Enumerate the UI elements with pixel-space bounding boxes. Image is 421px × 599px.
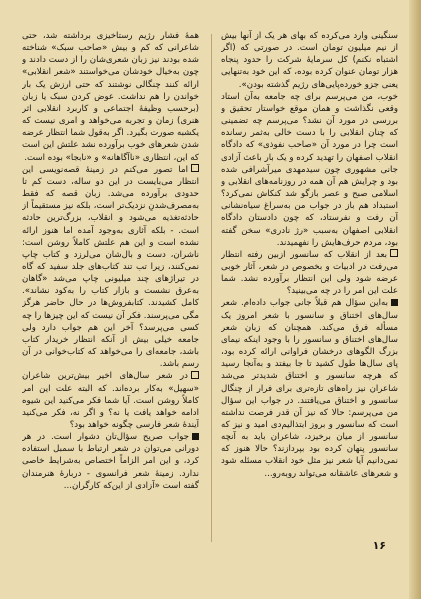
question-marker-icon <box>191 371 199 379</box>
paragraph: همهٔ فشار رژیم رستاخیزی برداشته شد، حتی شاعرانی که کم و بیش «صاحب سبک» شناخته شده بودند نیز زبان شعری‌شان را از دست دادند و چون به‌خیال خودشان می‌خواستند «شعر انقلابی» ارائه کنند چنگالی نوشتند که حتی ارزش یک بار خواندن را هم نداشت. عوض کردن سبک یا زبان (برحسب وظیفهٔ اجتماعی و کاربرد انقلابی اثر هنری) زمان و تجربه می‌خواهد و امری نیست که یکشبه صورت بگیرد. اگر به‌قول شما انتظار عرضه شدن شعرهای خوب برآورده نشد علتش این است که این، انتظاری «ناآگاهانه» و «نابجا» بوده است. <box>22 31 199 163</box>
answer-paragraph <box>221 297 398 479</box>
question-paragraph <box>221 249 398 298</box>
paragraph: خوب، من می‌پرسم برای چه جامعه به‌آن استاد وقعی نگذاشت و همان موقع خواستار تحقیق و بررسی در مورد آن نشد؟ می‌پرسم چه تضمینی که چنان انقلابی را با دست خالی به‌ثمر رسانده است چرا در مورد آن «صاحب نفوذی» که دادگاه انقلاب اصفهان را تهدید کرده و یک بار باعث آزادی جانی مشهوری چون سیدمهدی میرآشرافی شده بود و چرایش هم آن همه در روزنامه‌های انقلابی و اسلامی صبح و عصر بازگو شد کنکاش نمی‌کرد؟ استبداد هم باز در جواب من به‌سراغ سیاه‌نشانی آن رفت و نفرستاد، که چون دادستان دادگاه انقلابی اصفهان به‌سبب «رژ نادری» سخن گفته بود، مردم حرف‌هایش را نفهمیدند. <box>221 91 398 248</box>
question-marker-icon <box>191 164 199 172</box>
question-text: در شعر سال‌های اخیر بیش‌ترین شاعران «سهیل» به‌کار برده‌اند. که البته علت این امر کاملاً روشن است. آیا شما فکر می‌کنید این شیوه ادامه خواهد یافت یا نه؟ و اگر نه، فکر می‌کنید آیندهٔ شعر فارسی چگونه خواهد بود؟ <box>22 371 199 430</box>
answer-text: به‌این سؤال هم قبلاً جانی جواب داده‌ام. شعر سال‌های اختناق و سانسور با شعر امروز یک مسأله فرق می‌کند. همچنان که زبان شعر سال‌های اختناق و سانسور را با وجود اینکه نیمای بزرگ الگوهای درخشان فراوانی ارائه کرده بود، پای سال‌ها طول کشید تا جا بیفتد و به‌آنجا رسید که هرچه سانسور و اختناق شدیدتر می‌شد شاعران نیز راه‌های تازه‌تری برای فرار از چنگال سانسور و اختناق می‌یافتند. در جواب این سؤال من می‌پرسم: حالا که نیز آن قدر فرصت نداشته است که سانسور و بروز ابتذالیم‌دی امید و نیز که سانسور از میان برخیزد، شاعران باید به آنچه سانسور پنهان کرده بود بپردازند؟ حالا هنوز که نمی‌دانیم آیا شعر نیز مثل خود انقلاب مسئله شود و شعرهای عاشقانه می‌تواند روبه‌رو... <box>221 298 398 479</box>
question-text: بعد از انقلاب که سانسور ازبین رفته انتظار می‌رفت در ادبیات و بخصوص در شعر، آثار خوبی عرضه شود ولی این انتظار برآورده نشد. شما علت این امر را در چه می‌بینید؟ <box>221 249 398 297</box>
answer-marker-icon <box>192 433 199 440</box>
paragraph: سنگینی وارد می‌کرده که بهای هر یک از آنها بیش از نیم میلیون تومان است. در صورتی که (اگر اشتباه نکنم) کل سرمایهٔ شرکت را حدود پنجاه هزار تومان عنوان کرده بوده، که این خود به‌تنهایی یعنی جزو خورده‌پایی‌های رژیم گذشته بودن». <box>221 31 398 90</box>
column-divider <box>211 34 212 542</box>
page-number: ۱۶ <box>372 539 386 552</box>
question-paragraph <box>22 164 199 371</box>
question-paragraph <box>22 370 199 431</box>
left-column <box>22 30 199 550</box>
right-column <box>221 30 398 550</box>
answer-marker-icon <box>391 299 398 306</box>
answer-text: جواب صریح سؤال‌تان دشوار است. در هر دورانی می‌توان در شعر ارتباط با سمبل استفاده کرد، و این امر الزاماً اختصاص به‌شرایط خاصی ندارد. زمینهٔ شعر فرانسوی - دربارهٔ هنرمندان گفته است «آزادی از این‌که کارگران... <box>22 432 199 491</box>
question-text: اما تصور می‌کنم در زمینهٔ قصه‌نویسی این انتظار می‌بایست در این دو ساله، دست کم تا حدودی برآورده می‌شد. زبان قصه که فقط به‌مصرف‌شدنِ نزدیک‌تر است، بلکه نیز مستقیماً از حادثه‌تغذیه می‌شود و انقلاب، بزرگ‌ترین حادثه است. - بلکه آثاری به‌وجود آمده اما هنوز ارائه نشده است و این هم علتش کاملاً روشن است: ناشران، دست و بال‌شان می‌لرزد و کتاب چاپ نمی‌کنند، زیرا تب تند کتاب‌های جلد سفید که گاه در تیراژهای چند میلیونی چاپ می‌شد «گاهان به‌عرق نشست و بازار کتاب را به‌کود نشاند». کامل کشیدند. کتابفروش‌ها در حال حاضر هرگز مگی می‌پرسند. فکر آن نیست که این چیزها را چه کسی می‌پرسد؟ آخر این هم جواب دارد ولی جامعه خیلی بیش از آنکه انتظار خریدار کتاب باشد، جامعه‌ای را می‌خواهد که کتاب‌خوانی در آن رسم باشد. <box>22 164 199 370</box>
question-marker-icon <box>390 249 398 257</box>
answer-paragraph <box>22 431 199 492</box>
